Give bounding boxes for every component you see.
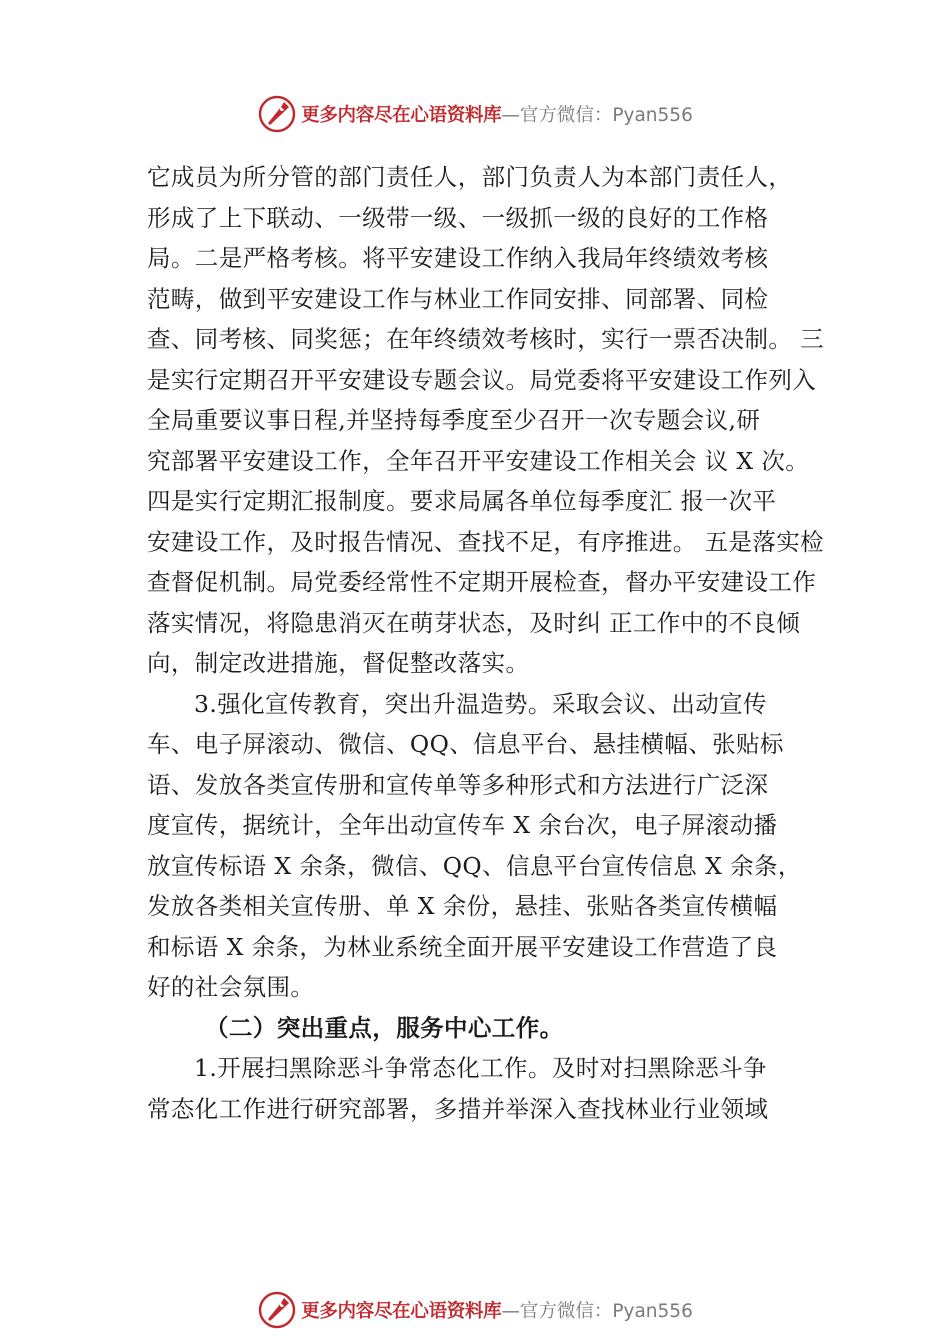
text-line: 它成员为所分管的部门责任人，部门负责人为本部门责任人， <box>147 163 793 191</box>
text-line: 放宣传标语 X 余条，微信、QQ、信息平台宣传信息 X 余条， <box>147 851 802 880</box>
pen-nib-logo-icon <box>257 1290 297 1330</box>
document-body <box>147 157 837 1129</box>
text-line: 四是实行定期汇报制度。要求局属各单位每季度汇 报一次平 <box>147 487 777 515</box>
text-line: 形成了上下联动、一级带一级、一级抓一级的良好的工作格 <box>147 203 769 232</box>
text-line: 向，制定改进措施，督促整改落实。 <box>147 649 530 677</box>
footer-watermark-banner <box>0 1288 950 1332</box>
text-line: 范畴，做到平安建设工作与林业工作同安排、同部署、同检 <box>147 284 769 313</box>
text-line: 落实情况，将隐患消灭在萌芽状态，及时纠 正工作中的不良倾 <box>147 608 801 637</box>
text-line: 好的社会氛围。 <box>147 973 315 1001</box>
paragraph-start-line: 1.开展扫黑除恶斗争常态化工作。及时对扫黑除恶斗争 <box>194 1054 767 1082</box>
text-line: 发放各类相关宣传册、单 X 余份，悬挂、张贴各类宣传横幅 <box>147 892 778 920</box>
text-line: 度宣传，据统计，全年出动宣传车 X 余台次，电子屏滚动播 <box>147 811 778 839</box>
banner-wechat: —官方微信：Pyan556 <box>501 105 693 126</box>
text-line: 究部署平安建设工作，全年召开平安建设工作相关会 议 X 次。 <box>147 446 810 475</box>
text-line: 安建设工作，及时报告情况、查找不足，有序推进。 五是落实检 <box>147 527 825 556</box>
text-line: 是实行定期召开平安建设专题会议。局党委将平安建设工作列入 <box>147 365 817 394</box>
text-line: 和标语 X 余条，为林业系统全面开展平安建设工作营造了良 <box>147 932 778 961</box>
paragraph-start-line: 3.强化宣传教育，突出升温造势。采取会议、出动宣传 <box>194 689 767 718</box>
banner-title: 更多内容尽在心语资料库 <box>301 1301 502 1322</box>
text-line: 车、电子屏滚动、微信、QQ、信息平台、悬挂横幅、张贴标 <box>147 730 784 758</box>
text-line: 全局重要议事日程,并坚持每季度至少召开一次专题会议,研 <box>147 406 761 434</box>
banner-wechat: —官方微信：Pyan556 <box>501 1301 693 1322</box>
text-line: 查督促机制。局党委经常性不定期开展检查，督办平安建设工作 <box>147 568 817 596</box>
text-line: 常态化工作进行研究部署，多措并举深入查找林业行业领域 <box>147 1094 769 1123</box>
banner-title: 更多内容尽在心语资料库 <box>301 105 502 126</box>
pen-nib-logo-icon <box>257 94 297 134</box>
text-line: 语、发放各类宣传册和宣传单等多种形式和方法进行广泛深 <box>147 770 769 799</box>
section-heading: （二）突出重点，服务中心工作。 <box>205 1013 564 1042</box>
text-line: 局。二是严格考核。将平安建设工作纳入我局年终绩效考核 <box>147 244 769 272</box>
text-line: 查、同考核、同奖惩；在年终绩效考核时，实行一票否决制。 三 <box>147 325 825 353</box>
header-watermark-banner <box>0 92 950 136</box>
